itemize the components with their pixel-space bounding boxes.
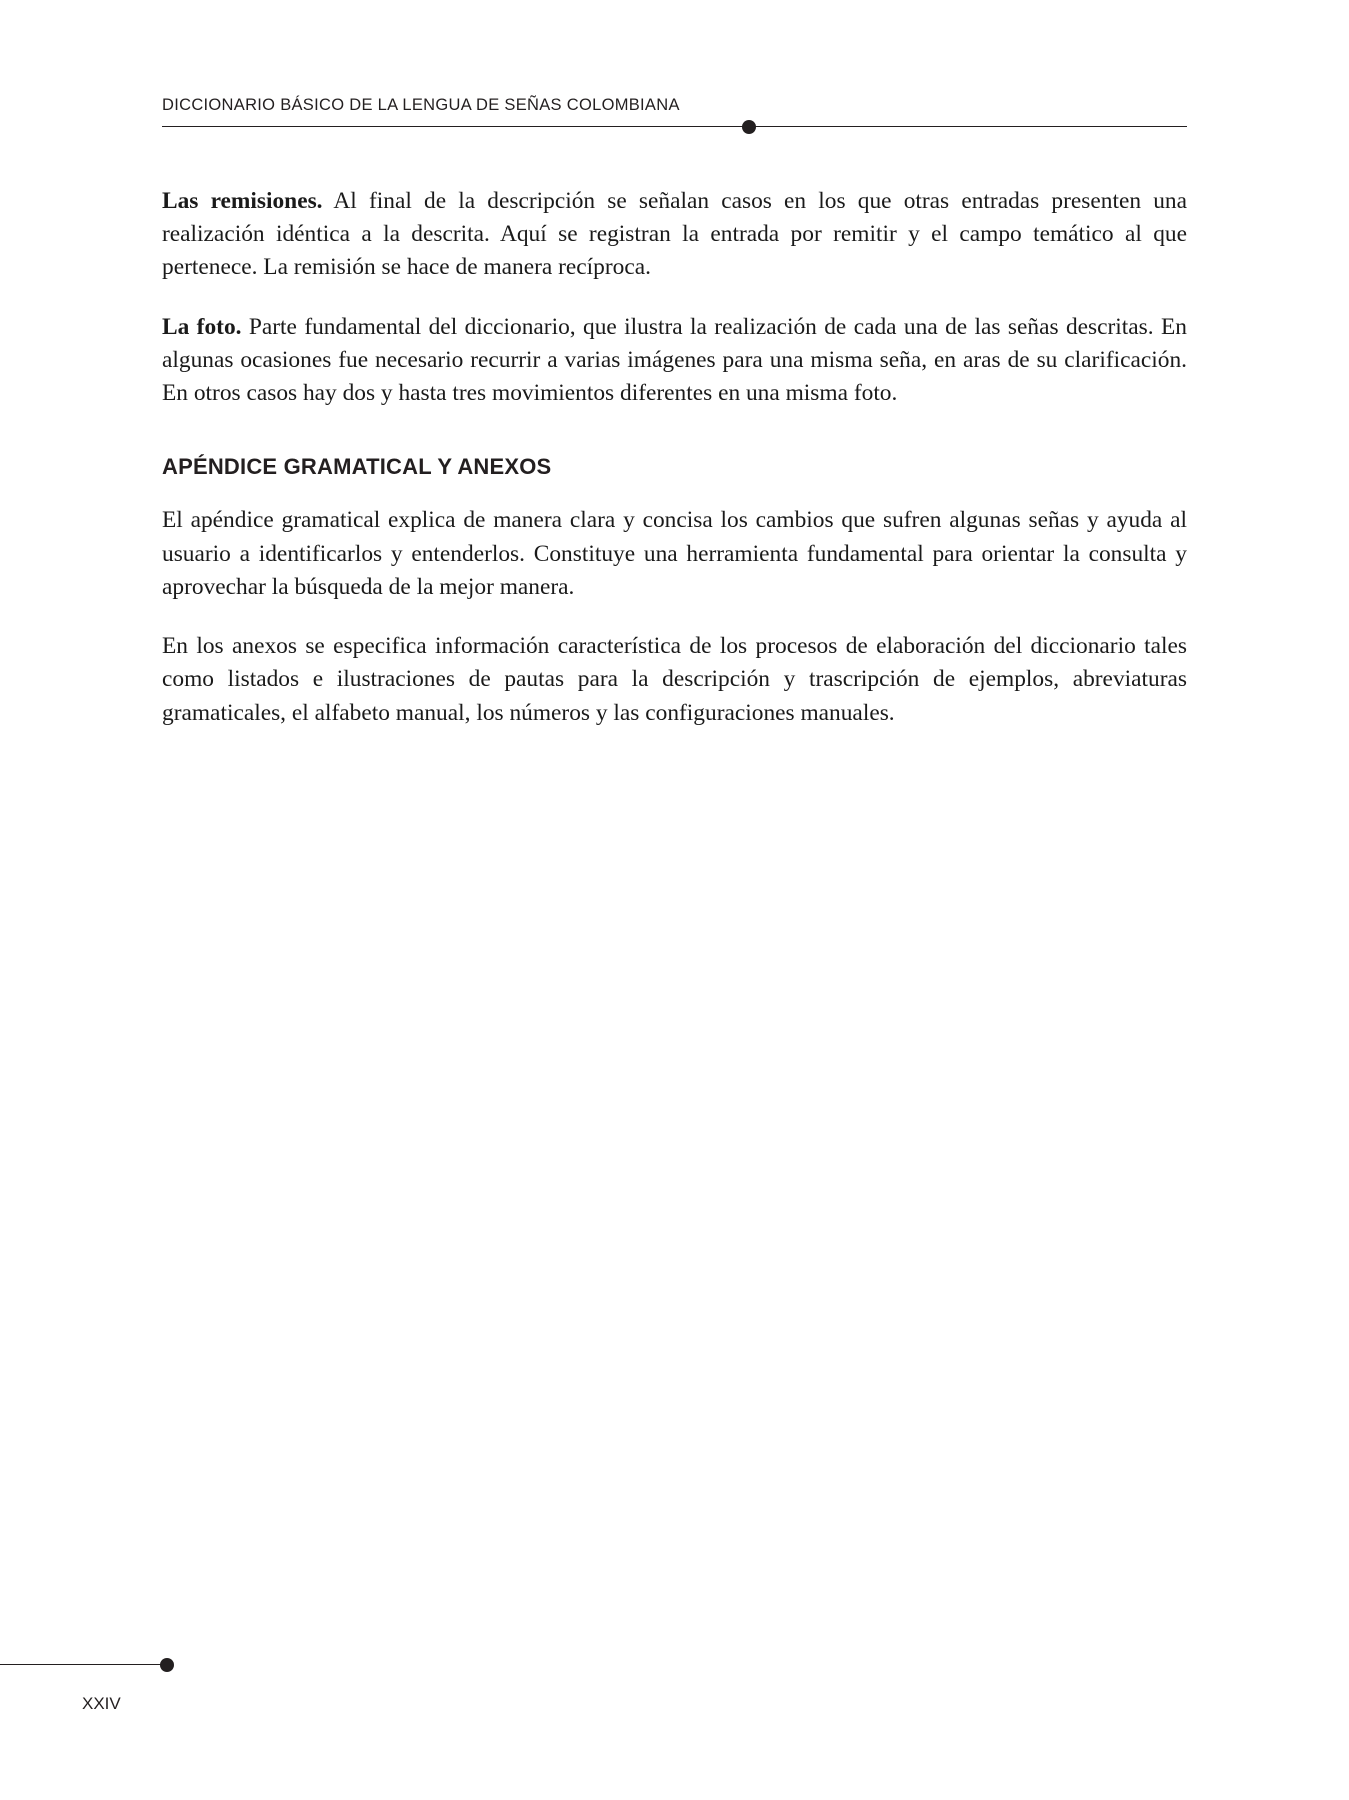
header-dot-ornament [742,120,756,134]
paragraph-lead-remisiones: Las remisiones. [162,188,323,214]
paragraph-lead-foto: La foto. [162,313,242,340]
paragraph-text-remisiones: Al final de la descripción se señalan casos en los que otras entradas presenten una realización idéntica a la descrita. Aquí se registran la entrada por remitir y el campo temático al que pertenece. La remisión se hace de manera recíproca. [162,188,1187,281]
paragraph-apendice-1: El apéndice gramatical explica de manera clara y concisa los cambios que sufren algunas señas y ayuda al usuario a identificarlos y entenderlos. Constituye una herramienta fundamental para orientar la consulta y aprovechar la búsqueda de la mejor manera. [162,507,1187,600]
running-head-title: DICCIONARIO BÁSICO DE LA LENGUA DE SEÑAS COLOMBIANA [162,96,680,114]
page-number: XXIV [82,1694,121,1713]
header-rule [162,126,1187,127]
running-head [162,96,1187,115]
paragraph-text-foto: Parte fundamental del diccionario, que ilustra la realización de cada una de las señas descritas. En algunas ocasiones fue necesario recurrir a varias imágenes para una misma seña, en aras de su clarificación. En otros casos hay dos y hasta tres movimientos diferentes en una misma foto. [162,313,1187,407]
footer-dot-ornament [160,1658,174,1672]
paragraph-foto [162,311,1187,411]
paragraph-remisiones [162,185,1187,285]
paragraph-apendice-2: En los anexos se especifica información característica de los procesos de elaboración del diccionario tales como listados e ilustraciones de pautas para la descripción y trascripción de ejemplos, abreviaturas gramaticales, el alfabeto manual, los números y las configuraciones manuales. [162,633,1187,726]
page-footer [0,1638,200,1728]
footer-rule [0,1664,168,1665]
page-body [162,185,1187,730]
section-heading-apendice: APÉNDICE GRAMATICAL Y ANEXOS [162,454,552,480]
